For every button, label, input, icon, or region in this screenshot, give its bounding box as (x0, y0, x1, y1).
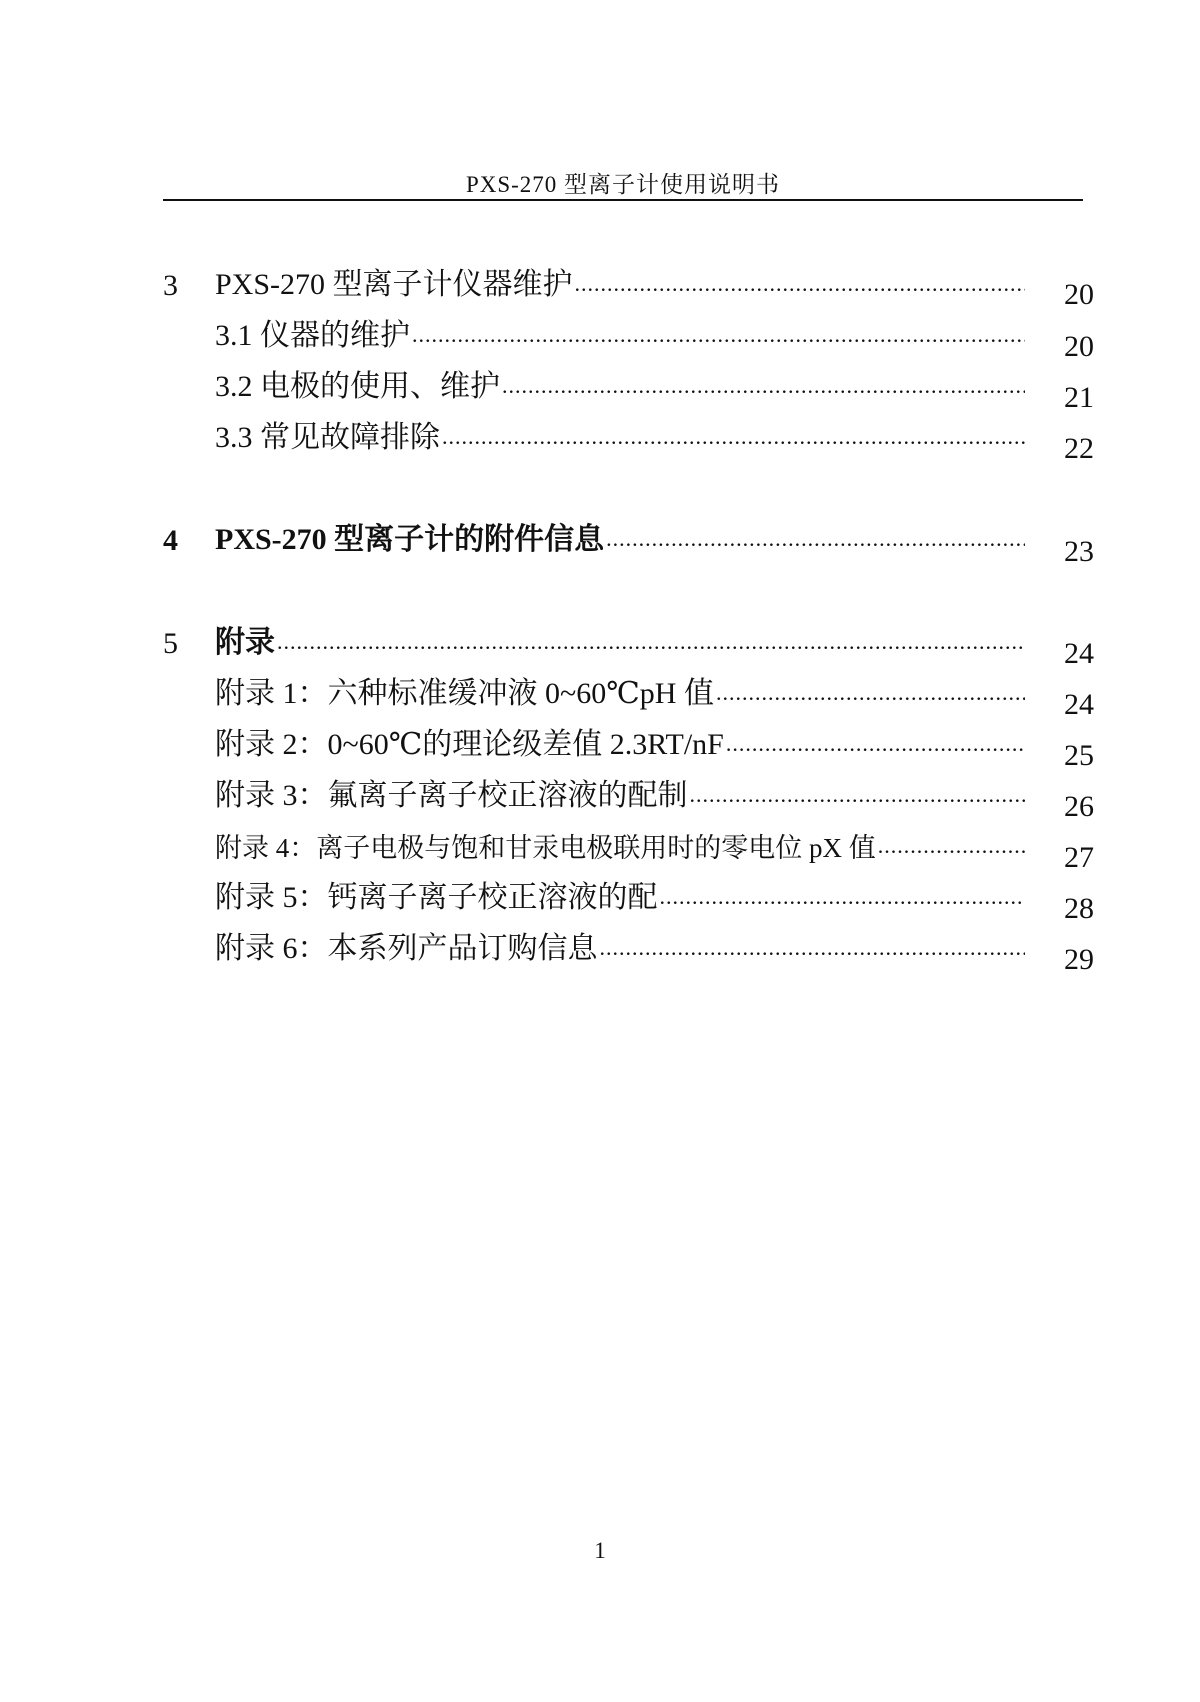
toc-entry-label: 附录 1：六种标准缓冲液 0~60℃pH 值 (215, 677, 714, 710)
toc-entry-appendix-2[interactable] (163, 723, 1025, 763)
toc-entry-3-3[interactable] (163, 416, 1025, 456)
toc-dot-leader (275, 629, 1025, 655)
toc-entry-appendix-1[interactable] (163, 672, 1025, 712)
toc-page-number: 24 (1064, 637, 1094, 670)
page-footer-number: 1 (594, 1538, 606, 1563)
toc-dot-leader (440, 424, 1025, 450)
toc-entry-number: 4 (163, 524, 178, 557)
toc-entry-label: 3.3 常见故障排除 (215, 421, 440, 454)
toc-entry-label: 附录 6：本系列产品订购信息 (215, 932, 598, 965)
toc-page-number: 22 (1064, 432, 1094, 465)
toc-entry-label: 附录 (215, 626, 275, 659)
toc-dot-leader (573, 271, 1025, 297)
toc-entry-label: 附录 2：0~60℃的理论级差值 2.3RT/nF (215, 728, 724, 761)
toc-entry-label: 附录 4：离子电极与饱和甘汞电极联用时的零电位 pX 值 (215, 833, 876, 863)
toc-dot-leader (598, 935, 1026, 961)
toc-page-number: 26 (1064, 790, 1094, 823)
toc-page-number: 28 (1064, 892, 1094, 925)
toc-entry-label: 附录 3：氟离子离子校正溶液的配制 (215, 779, 688, 812)
toc-entry-label: 附录 5：钙离子离子校正溶液的配 (215, 881, 658, 914)
toc-entry-section-3[interactable] (163, 263, 1025, 303)
toc-entry-label: PXS-270 型离子计仪器维护 (215, 268, 573, 301)
toc-entry-number: 3 (163, 269, 178, 302)
toc-entry-section-4[interactable] (163, 518, 1025, 558)
toc-page-number: 25 (1064, 739, 1094, 772)
toc-page-number: 21 (1064, 381, 1094, 414)
toc-dot-leader (410, 322, 1025, 348)
toc-dot-leader (658, 884, 1026, 910)
toc-dot-leader (604, 526, 1025, 552)
toc-page-number: 23 (1064, 535, 1094, 568)
toc-entry-appendix-4[interactable] (163, 825, 1025, 865)
toc-page-number: 29 (1064, 943, 1094, 976)
running-header: PXS-270 型离子计使用说明书 (465, 172, 781, 197)
toc-dot-leader (876, 833, 1025, 859)
toc-page-number: 27 (1064, 841, 1094, 874)
toc-entry-3-2[interactable] (163, 365, 1025, 405)
toc-entry-label: 3.2 电极的使用、维护 (215, 370, 500, 403)
toc-entry-appendix-6[interactable] (163, 927, 1025, 967)
toc-page-number: 20 (1064, 278, 1094, 311)
toc-entry-label: PXS-270 型离子计的附件信息 (215, 523, 605, 556)
toc-page-number: 24 (1064, 688, 1094, 721)
toc-dot-leader (688, 782, 1026, 808)
toc-dot-leader (714, 680, 1025, 706)
toc-entry-label: 3.1 仪器的维护 (215, 319, 410, 352)
toc-entry-3-1[interactable] (163, 314, 1025, 354)
toc-dot-leader (724, 731, 1025, 757)
toc-entry-number: 5 (163, 627, 178, 660)
header-rule (163, 199, 1083, 201)
toc-page-number: 20 (1064, 330, 1094, 363)
toc-dot-leader (500, 373, 1025, 399)
toc-entry-section-5[interactable] (163, 621, 1025, 661)
toc-entry-appendix-5[interactable] (163, 876, 1025, 916)
toc-entry-appendix-3[interactable] (163, 774, 1025, 814)
